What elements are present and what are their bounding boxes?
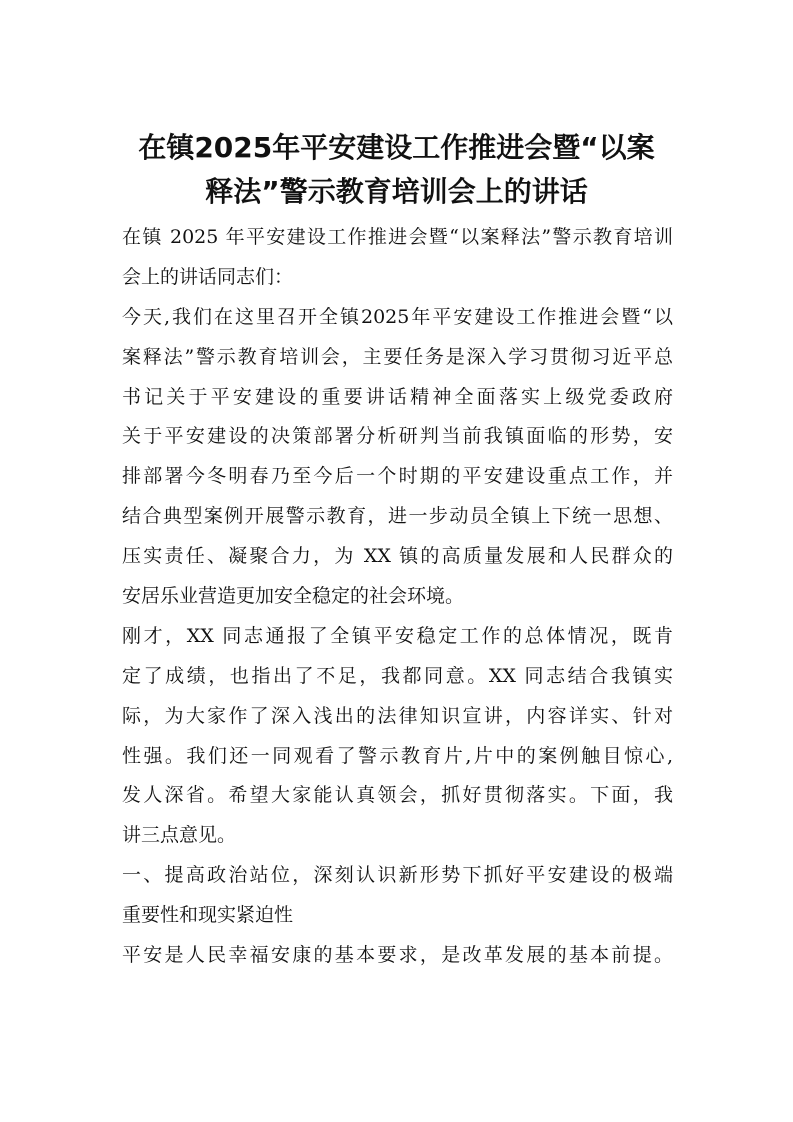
body-text-line: 际，为大家作了深入浅出的法律知识宣讲，内容详实、针对 <box>122 704 673 727</box>
body-text-line: 今天,我们在这里召开全镇2025年平安建设工作推进会暨“以 <box>122 305 673 328</box>
document-body <box>122 218 673 976</box>
body-text-line: 平安是人民幸福安康的基本要求，是改革发展的基本前提。 <box>122 944 673 967</box>
body-text-line: 刚才，XX 同志通报了全镇平安稳定工作的总体情况，既肯 <box>122 624 673 647</box>
document-title-line-2: 释法”警示教育培训会上的讲话 <box>205 175 588 208</box>
body-text-line: 结合典型案例开展警示教育，进一步动员全镇上下统一思想、 <box>122 505 673 528</box>
body-text-line: 案释法”警示教育培训会，主要任务是深入学习贯彻习近平总 <box>122 345 673 368</box>
document-title-line-1: 在镇2025年平安建设工作推进会暨“以案 <box>138 131 655 164</box>
body-text-line: 会上的讲话同志们： <box>122 265 294 288</box>
body-text-line: 发人深省。希望大家能认真领会，抓好贯彻落实。下面，我 <box>122 784 673 807</box>
body-text-line: 在镇 2025 年平安建设工作推进会暨“以案释法”警示教育培训 <box>122 226 673 248</box>
body-text-line: 压实责任、凝聚合力，为 XX 镇的高质量发展和人民群众的 <box>122 545 673 568</box>
body-text-line: 一、提高政治站位，深刻认识新形势下抓好平安建设的极端 <box>122 864 673 887</box>
body-text-line: 排部署今冬明春乃至今后一个时期的平安建设重点工作，并 <box>122 465 673 488</box>
body-text-line: 安居乐业营造更加安全稳定的社会环境。 <box>122 585 465 608</box>
body-text-line: 书记关于平安建设的重要讲话精神全面落实上级党委政府 <box>122 385 673 408</box>
body-text-line: 重要性和现实紧迫性 <box>122 904 294 927</box>
body-text-line: 关于平安建设的决策部署分析研判当前我镇面临的形势，安 <box>122 425 673 448</box>
body-text-line: 定了成绩，也指出了不足，我都同意。XX 同志结合我镇实 <box>122 664 673 687</box>
body-text-line: 讲三点意见。 <box>122 824 237 847</box>
body-text-line: 性强。我们还一同观看了警示教育片,片中的案例触目惊心, <box>122 744 673 767</box>
